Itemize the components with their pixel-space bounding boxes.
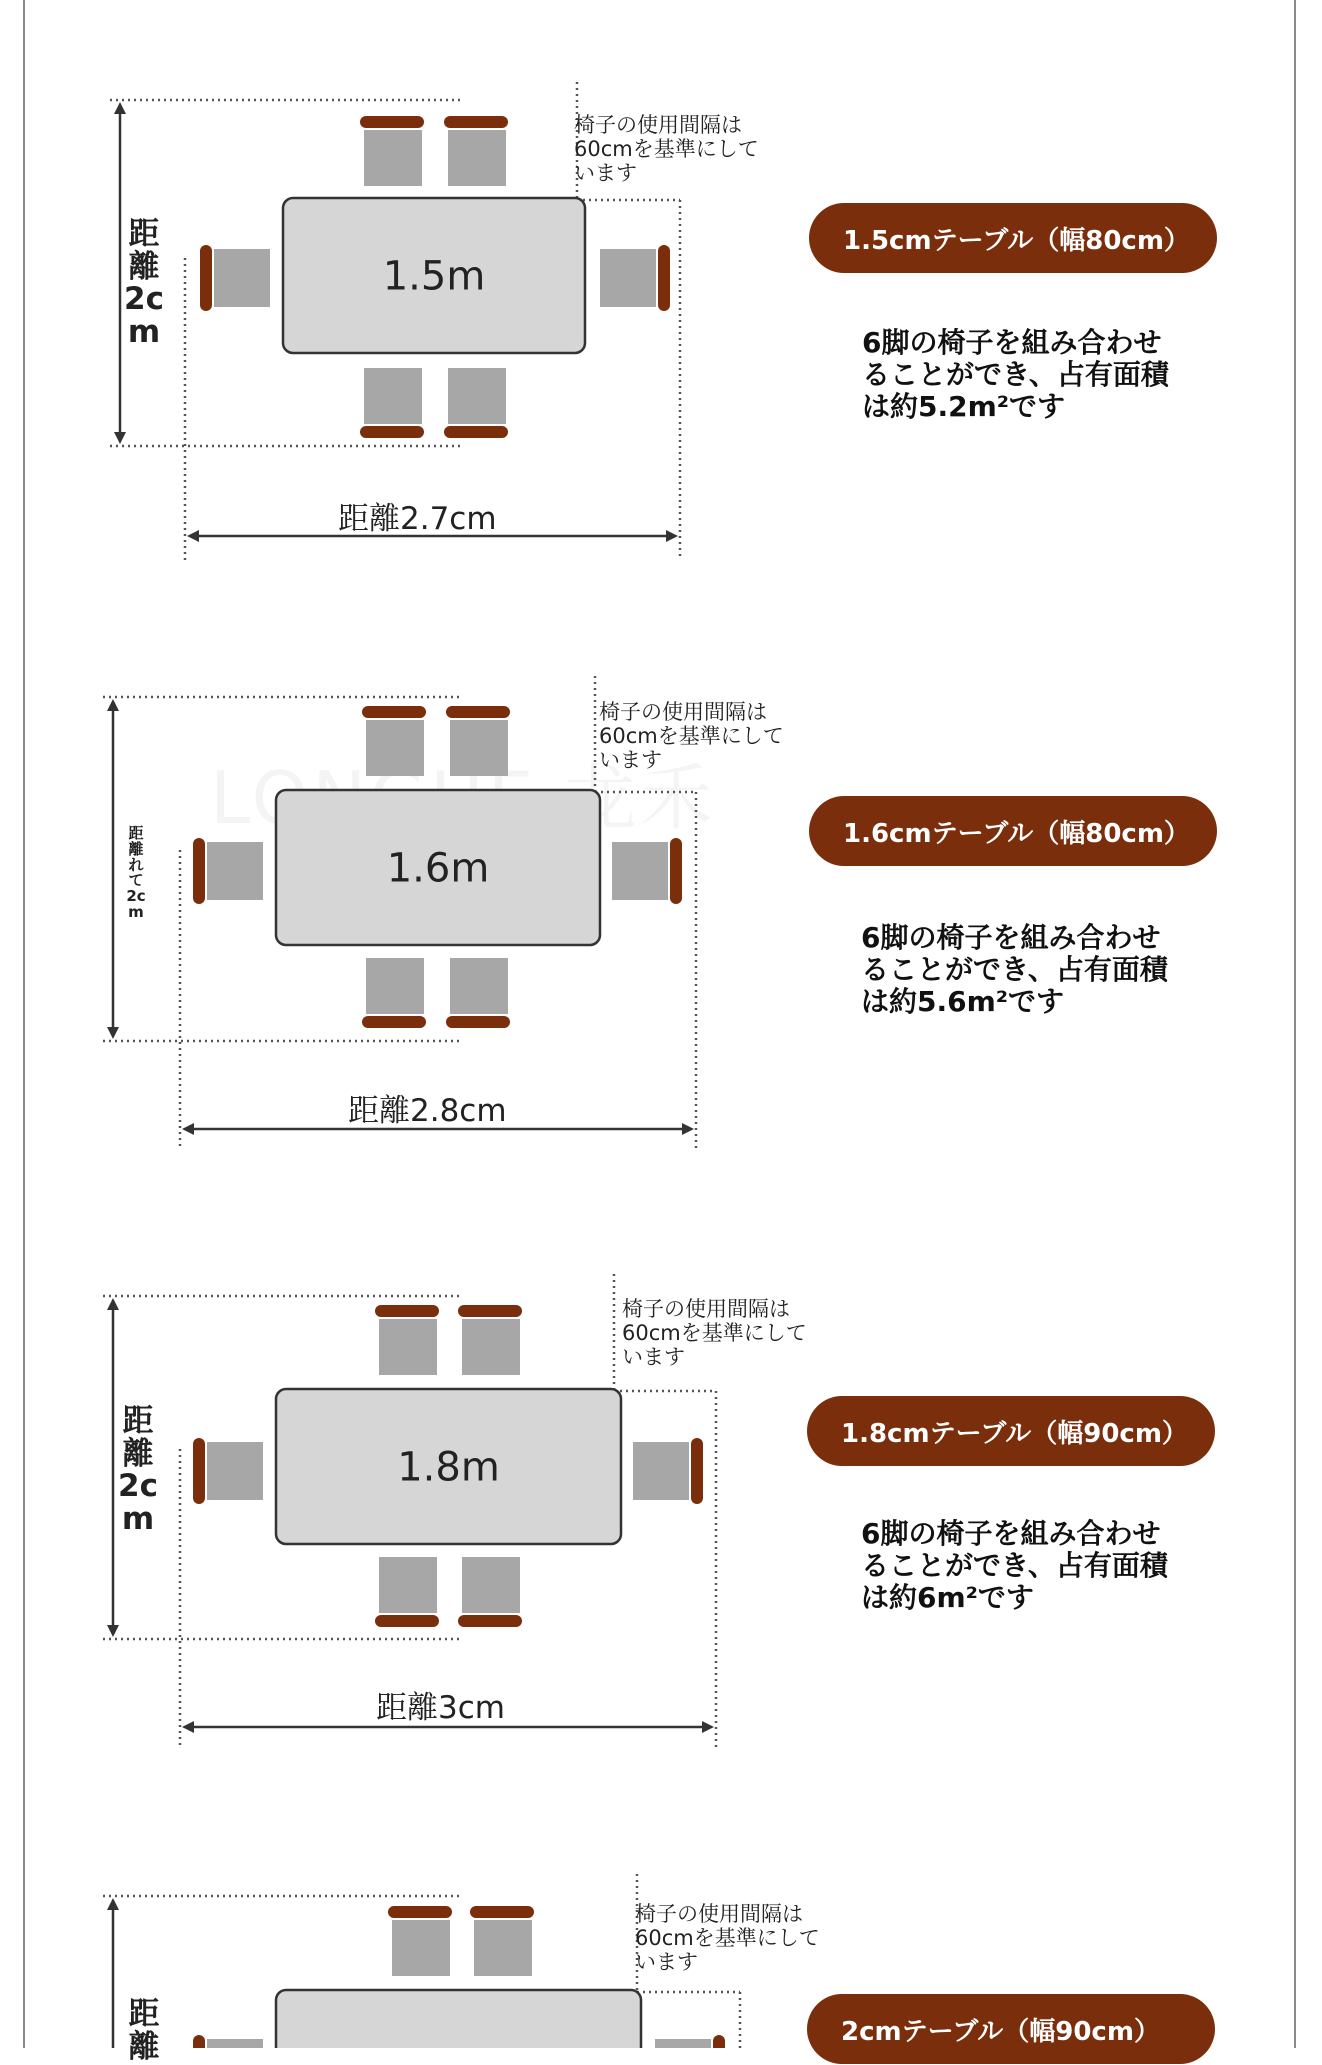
chair-back-1-0 [360, 116, 424, 128]
chair-back-1-4 [200, 245, 212, 311]
description-1: 6脚の椅子を組み合わせることができ、占有面積は約5.2m²です [862, 326, 1169, 423]
chair-seat-1-0 [364, 130, 422, 186]
horizontal-distance-label-2: 距離2.8cm [348, 1093, 507, 1129]
chair-spacing-note-4: 椅子の使用間隔は60cmを基準にしています [635, 1902, 820, 1974]
chair-back-4-3 [713, 2035, 725, 2048]
chair-seat-1-2 [364, 368, 422, 424]
table-size-label-2: 1.6m [386, 845, 490, 892]
chair-seat-2-5 [612, 842, 668, 900]
chair-seat-1-3 [448, 368, 506, 424]
chair-seat-3-2 [379, 1557, 437, 1613]
chair-back-3-3 [458, 1615, 522, 1627]
chair-seat-2-2 [366, 958, 424, 1014]
chair-back-2-5 [670, 838, 682, 904]
vertical-arrowhead-bottom-2 [107, 1027, 119, 1039]
vertical-arrowhead-top-3 [107, 1298, 119, 1310]
chair-seat-3-5 [633, 1442, 689, 1500]
chair-seat-2-4 [207, 842, 263, 900]
chair-seat-3-3 [462, 1557, 520, 1613]
chair-spacing-note-2: 椅子の使用間隔は60cmを基準にしています [599, 700, 784, 772]
vertical-arrowhead-top-2 [107, 699, 119, 711]
chair-back-4-1 [470, 1906, 534, 1918]
chair-seat-2-0 [366, 720, 424, 776]
vertical-distance-label-2: 距離れて2cm [126, 824, 146, 921]
chair-seat-2-1 [450, 720, 508, 776]
chair-seat-1-1 [448, 130, 506, 186]
horizontal-arrowhead-right-2 [682, 1123, 694, 1135]
table-size-label-3: 1.8m [397, 1444, 500, 1491]
chair-back-2-1 [446, 706, 510, 718]
table-size-pill-3: 1.8cmテーブル（幅90cm） [807, 1396, 1215, 1466]
chair-seat-4-1 [474, 1920, 532, 1976]
vertical-arrowhead-top-4 [107, 1898, 119, 1910]
chair-back-3-5 [691, 1438, 703, 1504]
chair-back-1-1 [444, 116, 508, 128]
chair-back-4-0 [388, 1906, 452, 1918]
chair-back-3-1 [458, 1305, 522, 1317]
chair-seat-4-2 [207, 2039, 263, 2048]
table-size-pill-4: 2cmテーブル（幅90cm） [807, 1994, 1215, 2064]
chair-back-2-3 [446, 1016, 510, 1028]
chair-seat-4-3 [655, 2039, 711, 2048]
chair-seat-3-1 [462, 1319, 520, 1375]
vertical-distance-label-3: 距離2cm [118, 1403, 158, 1537]
chair-back-1-2 [360, 426, 424, 438]
chair-back-1-5 [658, 245, 670, 311]
table-size-pill-1: 1.5cmテーブル（幅80cm） [809, 203, 1217, 273]
chair-back-3-2 [375, 1615, 439, 1627]
chair-seat-1-4 [214, 249, 270, 307]
chair-seat-1-5 [600, 249, 656, 307]
horizontal-arrowhead-left-1 [187, 530, 199, 542]
horizontal-arrowhead-left-3 [182, 1721, 194, 1733]
chair-spacing-note-3: 椅子の使用間隔は60cmを基準にしています [622, 1297, 807, 1369]
chair-seat-2-3 [450, 958, 508, 1014]
vertical-arrowhead-bottom-1 [114, 432, 126, 444]
horizontal-distance-label-3: 距離3cm [376, 1690, 505, 1726]
chair-back-2-0 [362, 706, 426, 718]
vertical-distance-label-4: 距離 [128, 1996, 160, 2065]
chair-back-2-2 [362, 1016, 426, 1028]
table-size-label-1: 1.5m [382, 253, 486, 300]
vertical-arrowhead-top-1 [114, 102, 126, 114]
vertical-distance-label-1: 距離2cm [124, 216, 164, 350]
chair-back-3-4 [193, 1438, 205, 1504]
chair-back-2-4 [193, 838, 205, 904]
horizontal-arrowhead-right-1 [666, 530, 678, 542]
description-2: 6脚の椅子を組み合わせることができ、占有面積は約5.6m²です [861, 921, 1168, 1018]
table-size-pill-2: 1.6cmテーブル（幅80cm） [809, 796, 1217, 866]
description-3: 6脚の椅子を組み合わせることができ、占有面積は約6m²です [861, 1517, 1168, 1614]
horizontal-distance-label-1: 距離2.7cm [338, 501, 497, 537]
chair-seat-3-0 [379, 1319, 437, 1375]
chair-back-1-3 [444, 426, 508, 438]
chair-back-3-0 [375, 1305, 439, 1317]
vertical-arrowhead-bottom-3 [107, 1625, 119, 1637]
chair-seat-4-0 [392, 1920, 450, 1976]
table-4 [276, 1990, 641, 2048]
chair-spacing-note-1: 椅子の使用間隔は60cmを基準にしています [574, 113, 759, 185]
horizontal-arrowhead-left-2 [182, 1123, 194, 1135]
horizontal-arrowhead-right-3 [702, 1721, 714, 1733]
chair-back-4-2 [193, 2035, 205, 2048]
chair-seat-3-4 [207, 1442, 263, 1500]
